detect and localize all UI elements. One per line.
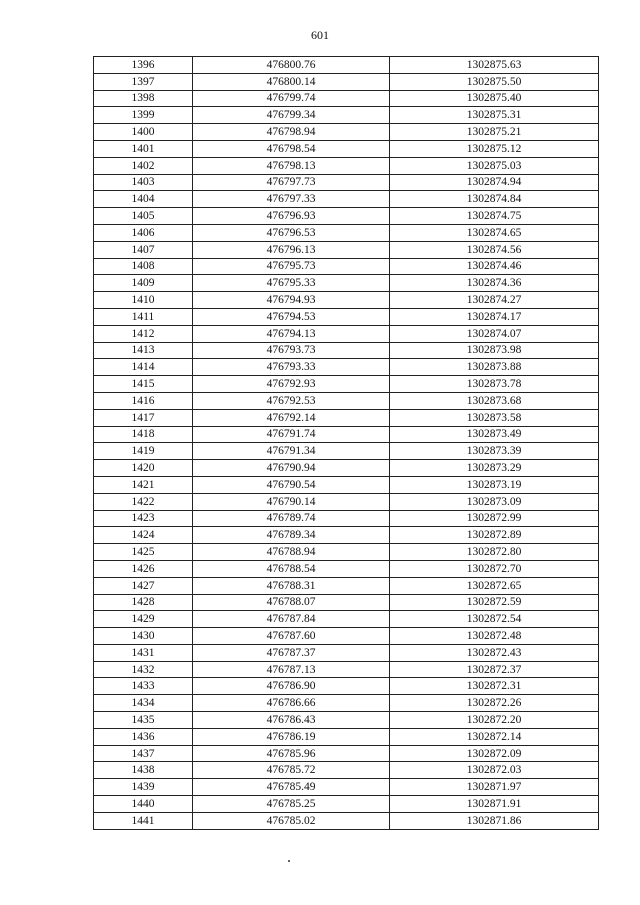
- y-coordinate-cell: 1302874.46: [390, 258, 599, 275]
- table-row: [94, 258, 599, 275]
- x-coordinate-cell: 476791.34: [193, 443, 390, 460]
- x-coordinate-cell: 476796.93: [193, 208, 390, 225]
- x-coordinate-cell: 476789.34: [193, 527, 390, 544]
- y-coordinate-cell: 1302874.84: [390, 191, 599, 208]
- table-row: [94, 191, 599, 208]
- point-number-cell: 1409: [94, 275, 193, 292]
- table-row: [94, 476, 599, 493]
- y-coordinate-cell: 1302872.20: [390, 712, 599, 729]
- x-coordinate-cell: 476786.43: [193, 712, 390, 729]
- y-coordinate-cell: 1302874.75: [390, 208, 599, 225]
- point-number-cell: 1437: [94, 745, 193, 762]
- x-coordinate-cell: 476800.76: [193, 57, 390, 74]
- x-coordinate-cell: 476785.96: [193, 745, 390, 762]
- y-coordinate-cell: 1302873.39: [390, 443, 599, 460]
- point-number-cell: 1415: [94, 376, 193, 393]
- coordinates-table-body: [94, 57, 599, 830]
- y-coordinate-cell: 1302873.58: [390, 409, 599, 426]
- point-number-cell: 1426: [94, 560, 193, 577]
- x-coordinate-cell: 476790.54: [193, 476, 390, 493]
- point-number-cell: 1423: [94, 510, 193, 527]
- point-number-cell: 1435: [94, 712, 193, 729]
- y-coordinate-cell: 1302874.65: [390, 224, 599, 241]
- y-coordinate-cell: 1302872.09: [390, 745, 599, 762]
- table-row: [94, 376, 599, 393]
- table-row: [94, 392, 599, 409]
- x-coordinate-cell: 476794.93: [193, 292, 390, 309]
- x-coordinate-cell: 476794.53: [193, 308, 390, 325]
- y-coordinate-cell: 1302873.78: [390, 376, 599, 393]
- point-number-cell: 1440: [94, 796, 193, 813]
- x-coordinate-cell: 476787.37: [193, 644, 390, 661]
- table-row: [94, 762, 599, 779]
- point-number-cell: 1427: [94, 577, 193, 594]
- table-row: [94, 527, 599, 544]
- point-number-cell: 1436: [94, 728, 193, 745]
- point-number-cell: 1439: [94, 779, 193, 796]
- y-coordinate-cell: 1302875.31: [390, 107, 599, 124]
- point-number-cell: 1428: [94, 594, 193, 611]
- table-row: [94, 796, 599, 813]
- table-row: [94, 577, 599, 594]
- table-row: [94, 443, 599, 460]
- table-row: [94, 544, 599, 561]
- point-number-cell: 1441: [94, 812, 193, 829]
- x-coordinate-cell: 476792.14: [193, 409, 390, 426]
- point-number-cell: 1433: [94, 678, 193, 695]
- page-number: 601: [311, 28, 329, 42]
- table-row: [94, 779, 599, 796]
- point-number-cell: 1411: [94, 308, 193, 325]
- table-row: [94, 174, 599, 191]
- point-number-cell: 1398: [94, 90, 193, 107]
- x-coordinate-cell: 476792.93: [193, 376, 390, 393]
- y-coordinate-cell: 1302872.14: [390, 728, 599, 745]
- y-coordinate-cell: 1302871.91: [390, 796, 599, 813]
- x-coordinate-cell: 476793.73: [193, 342, 390, 359]
- x-coordinate-cell: 476794.13: [193, 325, 390, 342]
- point-number-cell: 1410: [94, 292, 193, 309]
- table-row: [94, 275, 599, 292]
- point-number-cell: 1421: [94, 476, 193, 493]
- y-coordinate-cell: 1302872.26: [390, 695, 599, 712]
- point-number-cell: 1396: [94, 57, 193, 74]
- y-coordinate-cell: 1302874.27: [390, 292, 599, 309]
- x-coordinate-cell: 476798.13: [193, 157, 390, 174]
- point-number-cell: 1418: [94, 426, 193, 443]
- x-coordinate-cell: 476785.25: [193, 796, 390, 813]
- table-row: [94, 628, 599, 645]
- y-coordinate-cell: 1302873.88: [390, 359, 599, 376]
- point-number-cell: 1432: [94, 661, 193, 678]
- y-coordinate-cell: 1302872.70: [390, 560, 599, 577]
- table-row: [94, 241, 599, 258]
- point-number-cell: 1422: [94, 493, 193, 510]
- y-coordinate-cell: 1302872.37: [390, 661, 599, 678]
- x-coordinate-cell: 476787.84: [193, 611, 390, 628]
- table-row: [94, 57, 599, 74]
- x-coordinate-cell: 476791.74: [193, 426, 390, 443]
- point-number-cell: 1405: [94, 208, 193, 225]
- point-number-cell: 1416: [94, 392, 193, 409]
- y-coordinate-cell: 1302873.09: [390, 493, 599, 510]
- y-coordinate-cell: 1302872.99: [390, 510, 599, 527]
- point-number-cell: 1408: [94, 258, 193, 275]
- table-row: [94, 409, 599, 426]
- y-coordinate-cell: 1302872.80: [390, 544, 599, 561]
- x-coordinate-cell: 476788.31: [193, 577, 390, 594]
- x-coordinate-cell: 476788.94: [193, 544, 390, 561]
- point-number-cell: 1431: [94, 644, 193, 661]
- point-number-cell: 1404: [94, 191, 193, 208]
- x-coordinate-cell: 476785.49: [193, 779, 390, 796]
- x-coordinate-cell: 476797.33: [193, 191, 390, 208]
- table-row: [94, 460, 599, 477]
- point-number-cell: 1420: [94, 460, 193, 477]
- table-row: [94, 695, 599, 712]
- table-row: [94, 594, 599, 611]
- point-number-cell: 1403: [94, 174, 193, 191]
- point-number-cell: 1438: [94, 762, 193, 779]
- table-row: [94, 728, 599, 745]
- table-row: [94, 745, 599, 762]
- table-row: [94, 107, 599, 124]
- y-coordinate-cell: 1302875.03: [390, 157, 599, 174]
- x-coordinate-cell: 476799.34: [193, 107, 390, 124]
- x-coordinate-cell: 476787.60: [193, 628, 390, 645]
- point-number-cell: 1429: [94, 611, 193, 628]
- y-coordinate-cell: 1302872.54: [390, 611, 599, 628]
- table-row: [94, 325, 599, 342]
- table-row: [94, 308, 599, 325]
- y-coordinate-cell: 1302875.12: [390, 140, 599, 157]
- y-coordinate-cell: 1302874.36: [390, 275, 599, 292]
- x-coordinate-cell: 476800.14: [193, 73, 390, 90]
- table-row: [94, 661, 599, 678]
- x-coordinate-cell: 476796.13: [193, 241, 390, 258]
- x-coordinate-cell: 476790.14: [193, 493, 390, 510]
- table-row: [94, 208, 599, 225]
- table-row: [94, 812, 599, 829]
- point-number-cell: 1412: [94, 325, 193, 342]
- point-number-cell: 1399: [94, 107, 193, 124]
- coordinates-table: [93, 56, 599, 830]
- table-row: [94, 712, 599, 729]
- point-number-cell: 1424: [94, 527, 193, 544]
- x-coordinate-cell: 476795.73: [193, 258, 390, 275]
- x-coordinate-cell: 476785.02: [193, 812, 390, 829]
- table-row: [94, 510, 599, 527]
- y-coordinate-cell: 1302874.56: [390, 241, 599, 258]
- point-number-cell: 1407: [94, 241, 193, 258]
- y-coordinate-cell: 1302871.97: [390, 779, 599, 796]
- x-coordinate-cell: 476798.54: [193, 140, 390, 157]
- point-number-cell: 1417: [94, 409, 193, 426]
- x-coordinate-cell: 476788.07: [193, 594, 390, 611]
- y-coordinate-cell: 1302875.21: [390, 124, 599, 141]
- x-coordinate-cell: 476799.74: [193, 90, 390, 107]
- y-coordinate-cell: 1302872.48: [390, 628, 599, 645]
- x-coordinate-cell: 476786.66: [193, 695, 390, 712]
- y-coordinate-cell: 1302872.43: [390, 644, 599, 661]
- x-coordinate-cell: 476790.94: [193, 460, 390, 477]
- point-number-cell: 1425: [94, 544, 193, 561]
- y-coordinate-cell: 1302873.29: [390, 460, 599, 477]
- x-coordinate-cell: 476793.33: [193, 359, 390, 376]
- y-coordinate-cell: 1302874.07: [390, 325, 599, 342]
- x-coordinate-cell: 476789.74: [193, 510, 390, 527]
- x-coordinate-cell: 476795.33: [193, 275, 390, 292]
- point-number-cell: 1430: [94, 628, 193, 645]
- table-row: [94, 124, 599, 141]
- table-row: [94, 611, 599, 628]
- table-row: [94, 292, 599, 309]
- point-number-cell: 1419: [94, 443, 193, 460]
- x-coordinate-cell: 476792.53: [193, 392, 390, 409]
- y-coordinate-cell: 1302873.68: [390, 392, 599, 409]
- x-coordinate-cell: 476796.53: [193, 224, 390, 241]
- table-row: [94, 560, 599, 577]
- y-coordinate-cell: 1302872.03: [390, 762, 599, 779]
- x-coordinate-cell: 476786.90: [193, 678, 390, 695]
- x-coordinate-cell: 476797.73: [193, 174, 390, 191]
- y-coordinate-cell: 1302875.50: [390, 73, 599, 90]
- x-coordinate-cell: 476785.72: [193, 762, 390, 779]
- y-coordinate-cell: 1302873.49: [390, 426, 599, 443]
- y-coordinate-cell: 1302872.65: [390, 577, 599, 594]
- x-coordinate-cell: 476798.94: [193, 124, 390, 141]
- stray-dot-mark: [288, 860, 290, 862]
- y-coordinate-cell: 1302875.63: [390, 57, 599, 74]
- y-coordinate-cell: 1302874.17: [390, 308, 599, 325]
- table-row: [94, 157, 599, 174]
- x-coordinate-cell: 476786.19: [193, 728, 390, 745]
- point-number-cell: 1397: [94, 73, 193, 90]
- x-coordinate-cell: 476788.54: [193, 560, 390, 577]
- point-number-cell: 1406: [94, 224, 193, 241]
- table-row: [94, 90, 599, 107]
- y-coordinate-cell: 1302873.98: [390, 342, 599, 359]
- table-row: [94, 73, 599, 90]
- y-coordinate-cell: 1302871.86: [390, 812, 599, 829]
- x-coordinate-cell: 476787.13: [193, 661, 390, 678]
- point-number-cell: 1434: [94, 695, 193, 712]
- table-row: [94, 426, 599, 443]
- table-row: [94, 140, 599, 157]
- point-number-cell: 1402: [94, 157, 193, 174]
- y-coordinate-cell: 1302875.40: [390, 90, 599, 107]
- point-number-cell: 1401: [94, 140, 193, 157]
- point-number-cell: 1400: [94, 124, 193, 141]
- table-row: [94, 224, 599, 241]
- point-number-cell: 1413: [94, 342, 193, 359]
- y-coordinate-cell: 1302872.31: [390, 678, 599, 695]
- table-row: [94, 342, 599, 359]
- y-coordinate-cell: 1302873.19: [390, 476, 599, 493]
- y-coordinate-cell: 1302872.59: [390, 594, 599, 611]
- table-row: [94, 493, 599, 510]
- table-row: [94, 359, 599, 376]
- y-coordinate-cell: 1302872.89: [390, 527, 599, 544]
- y-coordinate-cell: 1302874.94: [390, 174, 599, 191]
- table-row: [94, 644, 599, 661]
- table-row: [94, 678, 599, 695]
- point-number-cell: 1414: [94, 359, 193, 376]
